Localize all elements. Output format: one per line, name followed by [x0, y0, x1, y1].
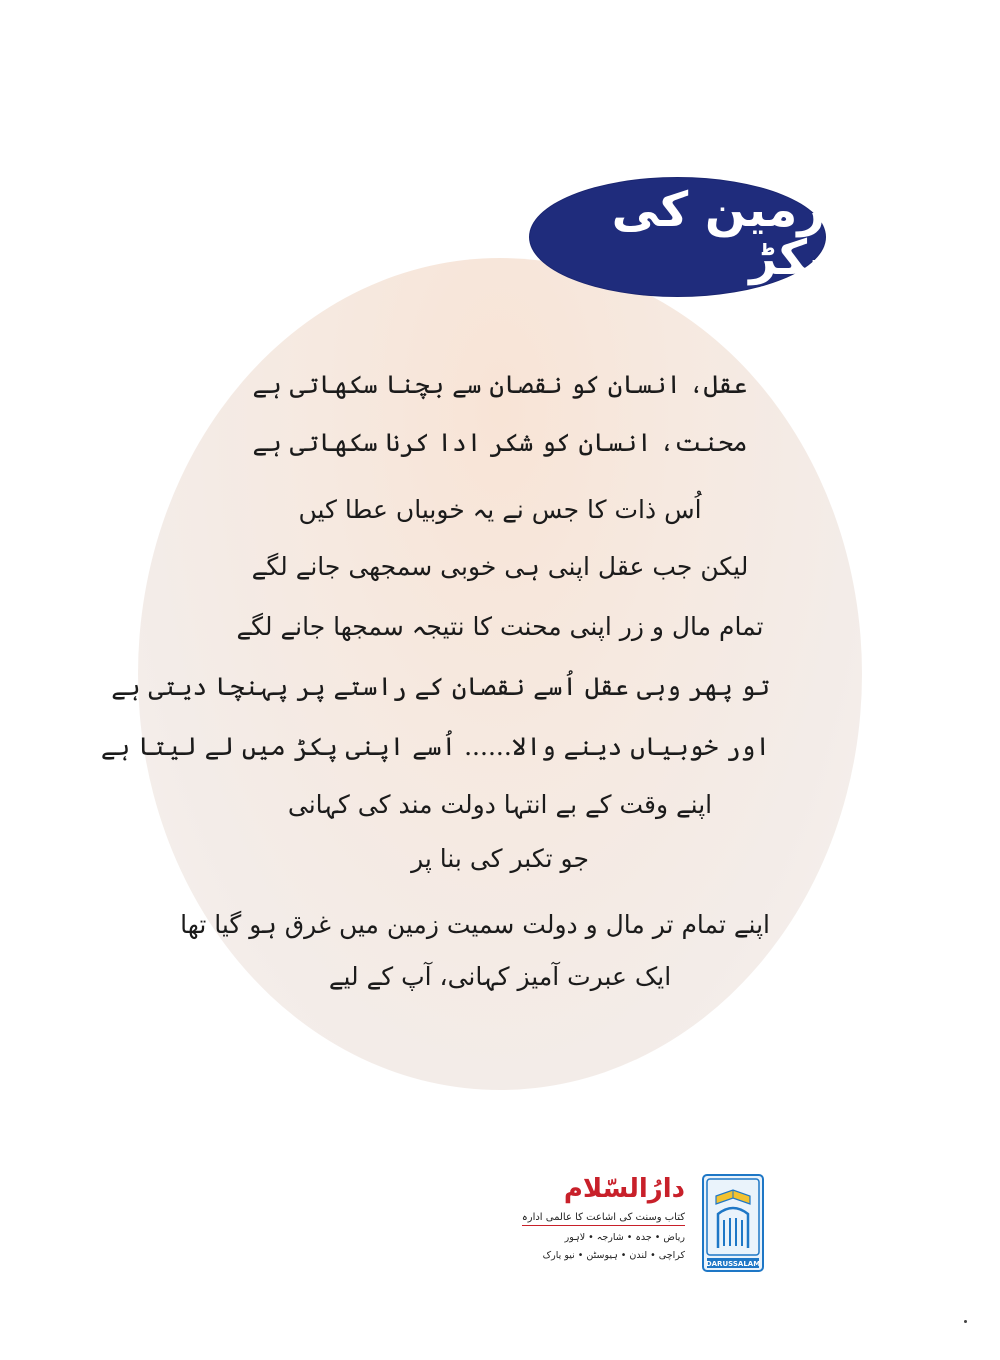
publisher-text: [521, 1170, 685, 1280]
poem-line: اور خوبیاں دینے والا...... اُسے اپنی پکڑ میں لے لیتا ہے: [100, 732, 770, 761]
poem-line: اپنے تمام تر مال و دولت سمیت زمین میں غرق ہو گیا تھا: [180, 910, 770, 939]
emblem-label: DARUSSALAM: [705, 1260, 761, 1268]
page-title: زمین کی پکڑ: [611, 182, 825, 286]
poem-line: اپنے وقت کے بے انتہا دولت مند کی کہانی: [287, 790, 713, 819]
poem-line: محنت، انسان کو شکر ادا کرنا سکھاتی ہے: [252, 428, 748, 457]
stray-dot: [964, 1320, 967, 1323]
poem-line: عقل، انسان کو نقصان سے بچنا سکھاتی ہے: [252, 370, 748, 399]
darussalam-emblem-icon: [702, 1174, 764, 1272]
publisher-cities-line-2: کراچی • لندن • ہیوسٹن • نیو یارک: [542, 1250, 685, 1261]
poem-line: جو تکبر کی بنا پر: [411, 844, 589, 873]
publisher-logo: [521, 1170, 770, 1280]
poem-line: تو پھر وہی عقل اُسے نقصان کے راستے پر پہنچا دیتی ہے: [111, 672, 770, 701]
poem-line: ایک عبرت آمیز کہانی، آپ کے لیے: [328, 962, 672, 991]
publisher-name: دارُالسّلام: [563, 1174, 685, 1204]
publisher-cities-line-1: ریاض • جدہ • شارجہ • لاہور: [564, 1232, 685, 1243]
poem-line: لیکن جب عقل اپنی ہی خوبی سمجھی جانے لگے: [251, 552, 749, 581]
poem-line: تمام مال و زر اپنی محنت کا نتیجہ سمجھا جانے لگے: [236, 612, 764, 641]
poem-line: اُس ذات کا جس نے یہ خوبیاں عطا کیں: [298, 495, 702, 524]
publisher-tagline: کتاب وسنت کی اشاعت کا عالمی ادارہ: [522, 1212, 685, 1226]
title-badge: [530, 178, 825, 296]
